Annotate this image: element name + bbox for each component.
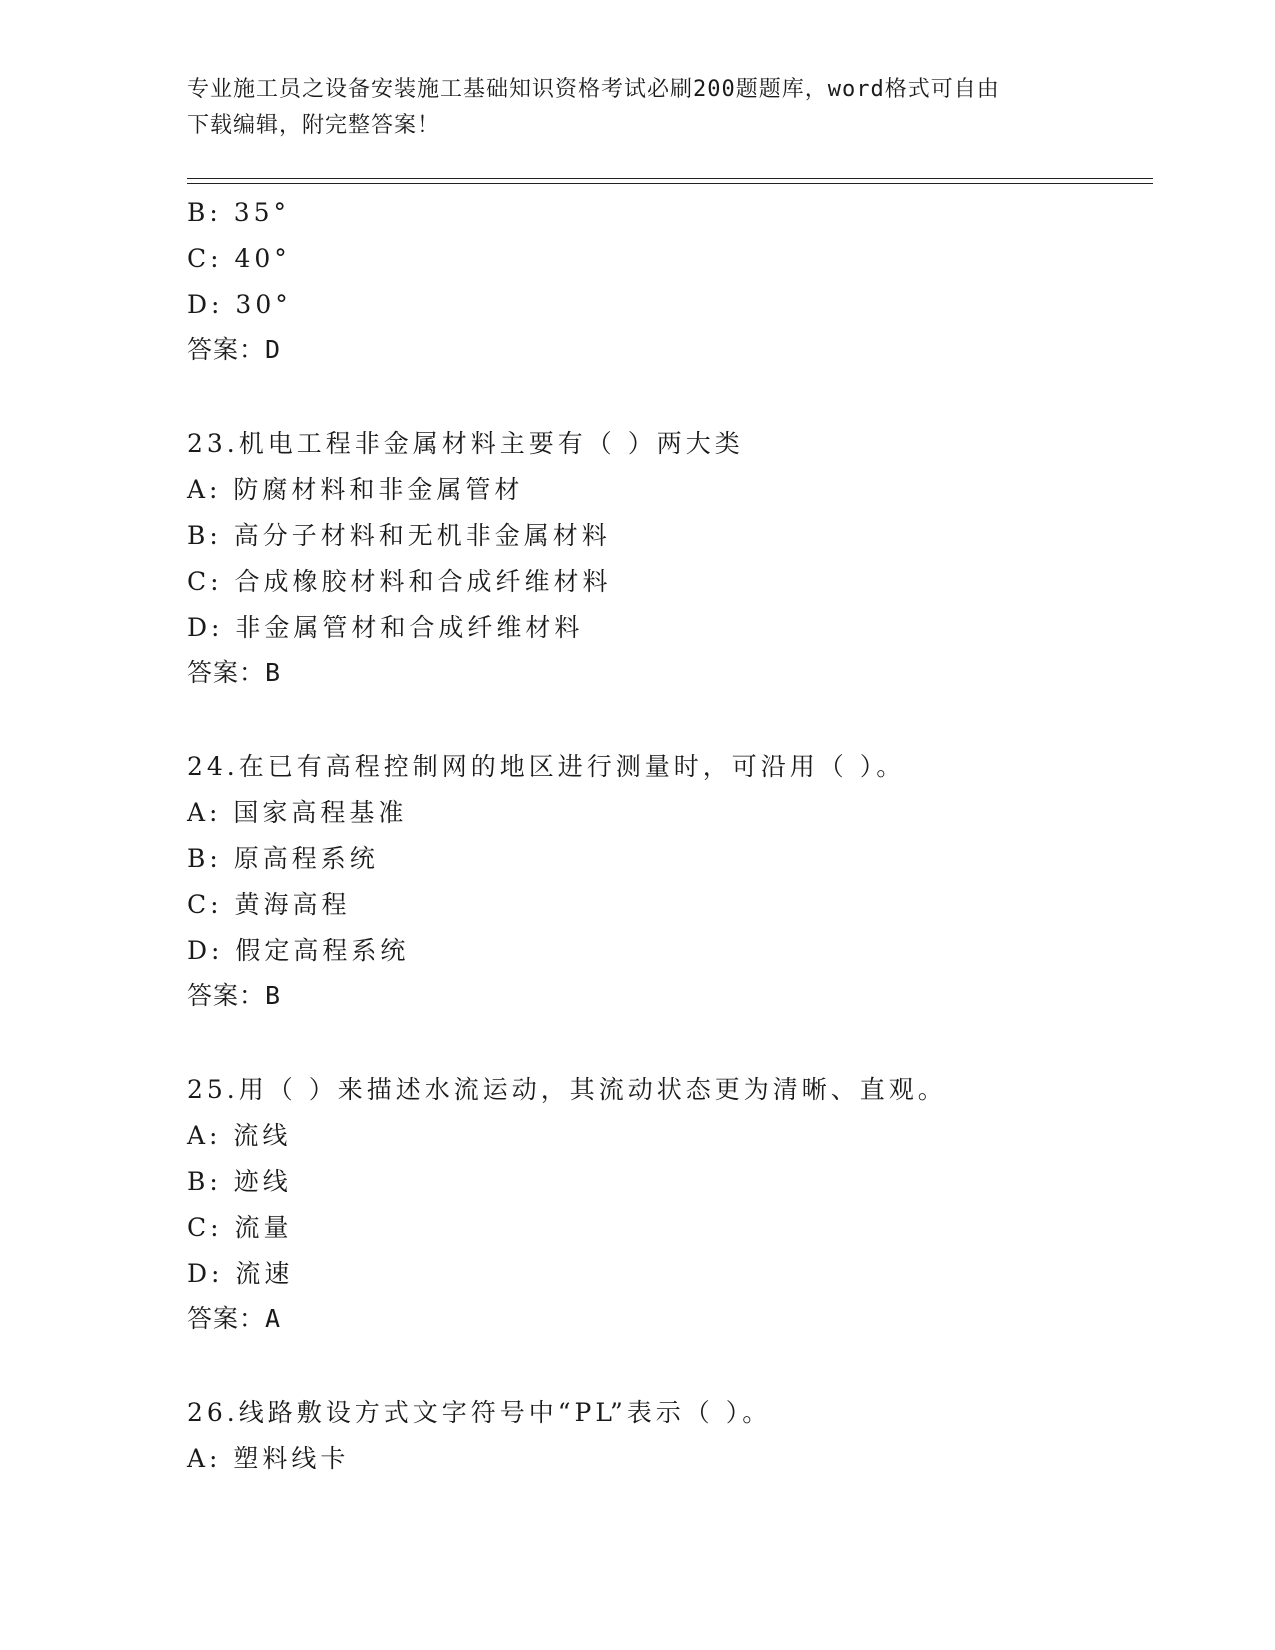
answer-line: 答案：D [187,335,282,364]
option-c: C: 40° [187,244,291,273]
option-a: A: 防腐材料和非金属管材 [187,475,524,504]
answer-line: 答案：A [187,1304,282,1333]
header-title-line-1: 专业施工员之设备安装施工基础知识资格考试必刷200题题库，word格式可自由 [187,77,1000,102]
option-b: B: 迹线 [187,1167,292,1196]
option-c: C: 合成橡胶材料和合成纤维材料 [187,567,612,596]
document-header [187,72,1087,144]
question-stem: 24.在已有高程控制网的地区进行测量时，可沿用（ ）。 [187,752,906,781]
option-a: A: 国家高程基准 [187,798,408,827]
option-d: D: 非金属管材和合成纤维材料 [187,613,584,642]
option-c: C: 黄海高程 [187,890,351,919]
question-stem: 23.机电工程非金属材料主要有（ ）两大类 [187,429,744,458]
header-divider-top [187,178,1153,179]
spacer [187,1020,1147,1067]
option-c: C: 流量 [187,1213,293,1242]
question-25 [187,1067,1147,1343]
spacer [187,1343,1147,1390]
option-b: B: 35° [187,198,291,227]
question-26 [187,1390,1147,1482]
question-23 [187,421,1147,697]
option-d: D: 流速 [187,1259,294,1288]
question-stem: 26.线路敷设方式文字符号中“PL”表示（ ）。 [187,1398,772,1427]
question-22-partial [187,190,1147,374]
option-a: A: 塑料线卡 [187,1444,350,1473]
spacer [187,697,1147,744]
question-24 [187,744,1147,1020]
option-b: B: 高分子材料和无机非金属材料 [187,521,611,550]
option-b: B: 原高程系统 [187,844,379,873]
header-divider-bottom [187,183,1153,184]
spacer [187,374,1147,421]
header-title-line-2: 下载编辑，附完整答案！ [187,113,441,138]
answer-line: 答案：B [187,981,282,1010]
question-list [187,190,1147,1482]
question-stem: 25.用（ ）来描述水流运动，其流动状态更为清晰、直观。 [187,1075,947,1104]
answer-line: 答案：B [187,658,282,687]
option-a: A: 流线 [187,1121,292,1150]
option-d: D: 假定高程系统 [187,936,410,965]
option-d: D: 30° [187,290,292,319]
